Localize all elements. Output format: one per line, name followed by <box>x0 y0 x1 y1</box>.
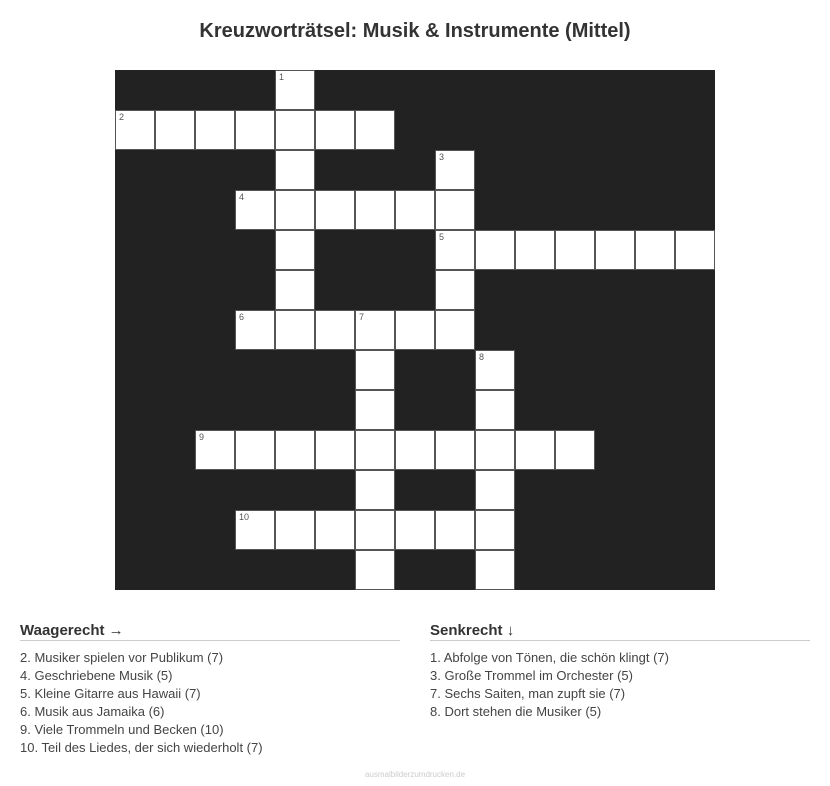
down-heading-label: Senkrecht <box>430 622 503 639</box>
clue-number: 7 <box>359 312 365 322</box>
grid-cell[interactable] <box>315 190 355 230</box>
clue-number: 9 <box>199 432 205 442</box>
across-clue: 9. Viele Trommeln und Becken (10) <box>20 722 224 737</box>
across-clue: 4. Geschriebene Musik (5) <box>20 668 173 683</box>
across-clue: 5. Kleine Gitarre aus Hawaii (7) <box>20 686 201 701</box>
clue-number: 8 <box>479 352 485 362</box>
down-clue: 7. Sechs Saiten, man zupft sie (7) <box>430 686 626 701</box>
grid-cell[interactable] <box>355 350 395 390</box>
grid-cell[interactable] <box>475 230 515 270</box>
right-arrow-icon: → <box>108 622 124 639</box>
grid-cell[interactable] <box>475 470 515 510</box>
down-clues <box>430 622 810 721</box>
down-clue: 8. Dort stehen die Musiker (5) <box>430 704 602 719</box>
clue-number: 6 <box>239 312 245 322</box>
grid-cell[interactable] <box>475 390 515 430</box>
grid-cell[interactable] <box>515 230 555 270</box>
grid-cell[interactable] <box>355 110 395 150</box>
down-clue: 1. Abfolge von Tönen, die schön klingt (7) <box>430 650 669 665</box>
down-heading <box>430 622 810 641</box>
grid-cell[interactable] <box>475 510 515 550</box>
grid-cell[interactable] <box>275 150 315 190</box>
grid-cell[interactable] <box>355 470 395 510</box>
grid-cell[interactable] <box>315 430 355 470</box>
grid-cell[interactable] <box>355 430 395 470</box>
grid-cell[interactable] <box>475 350 515 390</box>
grid-cell[interactable] <box>355 510 395 550</box>
grid-cell[interactable] <box>435 270 475 310</box>
grid-cell[interactable] <box>515 430 555 470</box>
grid-cell[interactable] <box>595 230 635 270</box>
across-clue: 10. Teil des Liedes, der sich wiederholt (7) <box>20 740 263 755</box>
grid-cell[interactable] <box>555 230 595 270</box>
grid-cell[interactable] <box>395 310 435 350</box>
crossword-grid <box>115 70 715 590</box>
grid-cell[interactable] <box>275 310 315 350</box>
down-arrow-icon: ↓ <box>506 622 515 639</box>
grid-cell[interactable] <box>635 230 675 270</box>
grid-cell[interactable] <box>395 510 435 550</box>
grid-cell[interactable] <box>235 110 275 150</box>
grid-cell[interactable] <box>115 110 155 150</box>
grid-cell[interactable] <box>475 430 515 470</box>
grid-cell[interactable] <box>355 550 395 590</box>
across-clue: 6. Musik aus Jamaika (6) <box>20 704 165 719</box>
puzzle-title: Kreuzworträtsel: Musik & Instrumente (Mittel) <box>199 20 631 42</box>
grid-cell[interactable] <box>235 310 275 350</box>
clue-number: 5 <box>439 232 445 242</box>
clue-number: 4 <box>239 192 245 202</box>
grid-cell[interactable] <box>395 430 435 470</box>
grid-cell[interactable] <box>275 230 315 270</box>
grid-cell[interactable] <box>435 150 475 190</box>
grid-cell[interactable] <box>315 110 355 150</box>
grid-cell[interactable] <box>235 510 275 550</box>
footer-credit: ausmalbilderzumdrucken.de <box>364 770 466 779</box>
grid-cell[interactable] <box>355 190 395 230</box>
grid-cell[interactable] <box>275 430 315 470</box>
grid-cell[interactable] <box>355 390 395 430</box>
across-heading <box>20 622 400 641</box>
grid-cell[interactable] <box>355 310 395 350</box>
clue-number: 10 <box>239 512 250 522</box>
grid-cell[interactable] <box>435 510 475 550</box>
grid-cell[interactable] <box>155 110 195 150</box>
clue-number: 3 <box>439 152 445 162</box>
grid-cell[interactable] <box>435 230 475 270</box>
grid-cell[interactable] <box>275 270 315 310</box>
down-clue: 3. Große Trommel im Orchester (5) <box>430 668 633 683</box>
grid-cell[interactable] <box>395 190 435 230</box>
across-heading-label: Waagerecht <box>20 622 105 639</box>
grid-cell[interactable] <box>435 310 475 350</box>
clue-number: 2 <box>119 112 125 122</box>
grid-cell[interactable] <box>435 430 475 470</box>
grid-cell[interactable] <box>315 510 355 550</box>
grid-cell[interactable] <box>275 110 315 150</box>
grid-cell[interactable] <box>275 70 315 110</box>
clue-number: 1 <box>279 72 285 82</box>
grid-cell[interactable] <box>275 510 315 550</box>
across-clues <box>20 622 400 757</box>
grid-cell[interactable] <box>235 190 275 230</box>
grid-cell[interactable] <box>435 190 475 230</box>
grid-cell[interactable] <box>235 430 275 470</box>
grid-cell[interactable] <box>315 310 355 350</box>
grid-cell[interactable] <box>475 550 515 590</box>
across-clue: 2. Musiker spielen vor Publikum (7) <box>20 650 224 665</box>
grid-cell[interactable] <box>275 190 315 230</box>
grid-cell[interactable] <box>555 430 595 470</box>
grid-cell[interactable] <box>195 430 235 470</box>
grid-cell[interactable] <box>675 230 715 270</box>
grid-cell[interactable] <box>195 110 235 150</box>
